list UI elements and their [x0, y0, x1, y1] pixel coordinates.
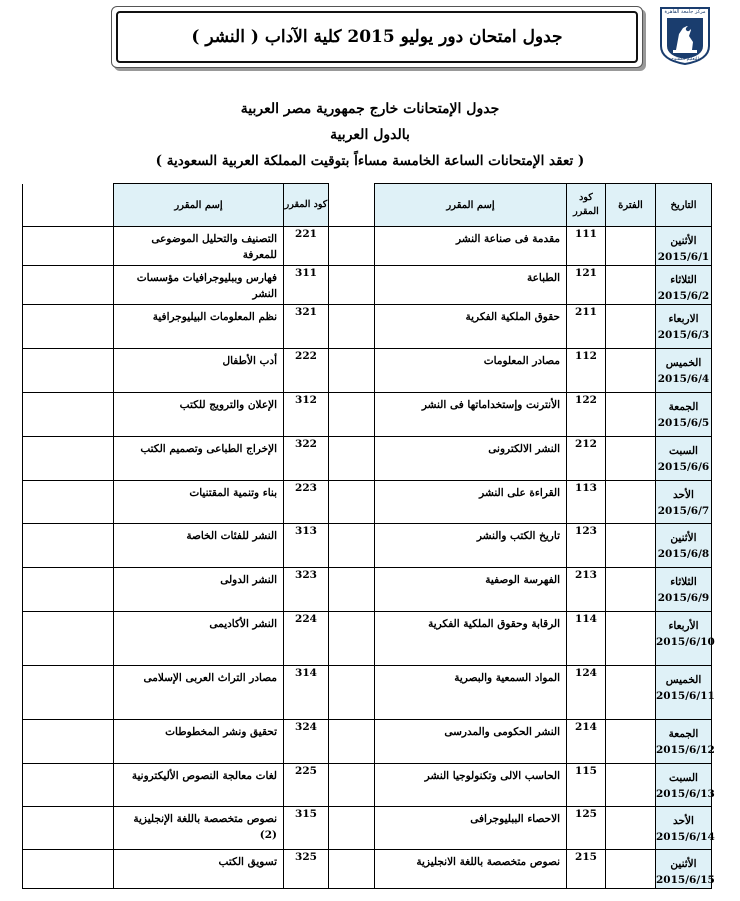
header-name-1: إسم المقرر [375, 184, 567, 227]
course-name-cell: الأنترنت وإستخداماتها فى النشر [375, 393, 567, 437]
course-code-cell: 321 [284, 305, 329, 349]
course-code-cell: 123 [567, 524, 606, 568]
date-cell [656, 227, 712, 266]
course-name-cell: تسويق الكتب [114, 850, 284, 889]
header-date: التاريخ [656, 184, 712, 227]
date-label: 2015/6/5 [657, 417, 710, 429]
date-cell [656, 666, 715, 720]
date-cell [656, 720, 715, 764]
table-row [23, 807, 712, 850]
course-name-cell: الاحصاء الببليوجرافى [375, 807, 567, 850]
course-code-cell: 113 [567, 481, 606, 524]
date-label: 2015/6/12 [656, 744, 715, 756]
separator-cell [329, 764, 375, 807]
day-label: الأحد [673, 815, 694, 827]
period-cell [606, 227, 656, 266]
course-code-cell: 215 [567, 850, 606, 889]
course-code-cell: 323 [284, 568, 329, 612]
table-header-row [23, 184, 712, 227]
day-label: الخميس [665, 357, 702, 369]
blank-cell [23, 349, 114, 393]
course-name-cell: الطباعة [375, 266, 567, 305]
course-code-cell: 125 [567, 807, 606, 850]
blank-cell [23, 850, 114, 889]
table-row [23, 568, 712, 612]
blank-cell [23, 720, 114, 764]
period-cell [606, 807, 656, 850]
date-label: 2015/6/11 [656, 690, 715, 702]
logo-bottom-text: للتعليم المفتوح [671, 57, 699, 62]
heading-line-2: بالدول العربية [330, 127, 410, 143]
blank-cell [23, 481, 114, 524]
date-cell [656, 305, 712, 349]
blank-cell [23, 266, 114, 305]
period-cell [606, 568, 656, 612]
blank-cell [23, 227, 114, 266]
table-row [23, 720, 712, 764]
date-label: 2015/6/6 [657, 461, 710, 473]
course-name-cell: النشر الحكومى والمدرسى [375, 720, 567, 764]
header-blank [23, 184, 114, 227]
heading-line-1: جدول الإمتحانات خارج جمهورية مصر العربية [240, 101, 500, 117]
day-label: السبت [669, 772, 698, 784]
blank-cell [23, 437, 114, 481]
blank-cell [23, 612, 114, 666]
day-label: الأثنين [670, 235, 697, 247]
period-cell [606, 266, 656, 305]
table-row [23, 227, 712, 266]
date-cell [656, 764, 715, 807]
course-code-cell: 311 [284, 266, 329, 305]
day-label: الثلاثاء [670, 274, 697, 286]
blank-cell [23, 393, 114, 437]
separator-cell [329, 393, 375, 437]
date-label: 2015/6/7 [657, 505, 710, 517]
course-code-cell: 224 [284, 612, 329, 666]
document-headings [0, 96, 740, 174]
separator-cell [329, 850, 375, 889]
course-code-cell: 324 [284, 720, 329, 764]
course-code-cell: 325 [284, 850, 329, 889]
course-name-cell: حقوق الملكية الفكرية [375, 305, 567, 349]
table-row [23, 305, 712, 349]
day-label: الأثنين [670, 858, 697, 870]
date-label: 2015/6/15 [656, 874, 715, 886]
exam-schedule-table [22, 183, 715, 889]
course-name-cell: القراءة على النشر [375, 481, 567, 524]
day-label: الثلاثاء [670, 576, 697, 588]
header-code-1: كود المقرر [567, 184, 606, 227]
table-row [23, 349, 712, 393]
period-cell [606, 666, 656, 720]
header-code-2: كود المقرر [284, 184, 329, 227]
separator-cell [329, 227, 375, 266]
course-code-cell: 112 [567, 349, 606, 393]
date-cell [656, 568, 712, 612]
course-code-cell: 214 [567, 720, 606, 764]
separator-cell [329, 524, 375, 568]
separator-cell [329, 720, 375, 764]
course-name-cell: النشر للفئات الخاصة [114, 524, 284, 568]
course-code-cell: 313 [284, 524, 329, 568]
day-label: الأثنين [670, 532, 697, 544]
blank-cell [23, 807, 114, 850]
course-code-cell: 315 [284, 807, 329, 850]
period-cell [606, 524, 656, 568]
separator-cell [329, 266, 375, 305]
separator-cell [329, 481, 375, 524]
header-period: الفترة [606, 184, 656, 227]
course-code-cell: 322 [284, 437, 329, 481]
day-label: الاربعاء [668, 313, 699, 325]
table-row [23, 481, 712, 524]
course-code-cell: 314 [284, 666, 329, 720]
day-label: الأربعاء [668, 620, 699, 632]
separator-cell [329, 666, 375, 720]
course-code-cell: 312 [284, 393, 329, 437]
period-cell [606, 437, 656, 481]
period-cell [606, 481, 656, 524]
day-label: الخميس [665, 674, 702, 686]
period-cell [606, 305, 656, 349]
course-name-cell: لغات معالجة النصوص الأليكترونية [114, 764, 284, 807]
separator-cell [329, 305, 375, 349]
course-name-cell: النشر الأكاديمى [114, 612, 284, 666]
separator-cell [329, 807, 375, 850]
logo-top-text: مركز جامعة القاهرة [664, 9, 706, 15]
table-body [23, 227, 715, 889]
date-label: 2015/6/13 [656, 788, 715, 800]
course-code-cell: 122 [567, 393, 606, 437]
course-code-cell: 211 [567, 305, 606, 349]
course-name-cell: أدب الأطفال [114, 349, 284, 393]
date-label: 2015/6/10 [656, 636, 715, 648]
table-row [23, 437, 712, 481]
period-cell [606, 764, 656, 807]
blank-cell [23, 764, 114, 807]
course-name-cell: نصوص متخصصة باللغة الإنجليزية (2) [114, 807, 284, 850]
header-name-2: إسم المقرر [114, 184, 284, 227]
date-cell [656, 612, 715, 666]
course-code-cell: 222 [284, 349, 329, 393]
date-label: 2015/6/4 [657, 373, 710, 385]
table-row [23, 612, 712, 666]
separator-cell [329, 437, 375, 481]
page-banner [111, 6, 643, 68]
day-label: الأحد [673, 489, 694, 501]
course-name-cell: مصادر التراث العربى الإسلامى [114, 666, 284, 720]
course-name-cell: الإعلان والترويج للكتب [114, 393, 284, 437]
course-name-cell: الحاسب الالى وتكنولوجيا النشر [375, 764, 567, 807]
course-code-cell: 115 [567, 764, 606, 807]
table-row [23, 850, 712, 889]
table-row [23, 393, 712, 437]
course-name-cell: الفهرسة الوصفية [375, 568, 567, 612]
course-code-cell: 212 [567, 437, 606, 481]
date-label: 2015/6/3 [657, 329, 710, 341]
day-label: الجمعة [668, 401, 699, 413]
course-name-cell: نظم المعلومات البيليوجرافية [114, 305, 284, 349]
course-name-cell: تحقيق ونشر المخطوطات [114, 720, 284, 764]
date-label: 2015/6/8 [657, 548, 710, 560]
separator-cell [329, 349, 375, 393]
table-row [23, 266, 712, 305]
university-crest-logo [659, 6, 711, 66]
course-code-cell: 111 [567, 227, 606, 266]
course-name-cell: التصنيف والتحليل الموضوعى للمعرفة [114, 227, 284, 266]
course-code-cell: 114 [567, 612, 606, 666]
table-row [23, 666, 712, 720]
course-name-cell: الإخراج الطباعى وتصميم الكتب [114, 437, 284, 481]
date-label: 2015/6/2 [657, 290, 710, 302]
header-separator [329, 184, 375, 227]
day-label: السبت [669, 445, 698, 457]
day-label: الجمعة [668, 728, 699, 740]
blank-cell [23, 568, 114, 612]
course-code-cell: 121 [567, 266, 606, 305]
date-label: 2015/6/14 [656, 831, 715, 843]
course-code-cell: 225 [284, 764, 329, 807]
period-cell [606, 349, 656, 393]
blank-cell [23, 666, 114, 720]
blank-cell [23, 305, 114, 349]
date-cell [656, 437, 712, 481]
heading-line-3: ( تعقد الإمتحانات الساعة الخامسة مساءاً بتوقيت المملكة العربية السعودية ) [155, 153, 585, 169]
course-name-cell: تاريخ الكتب والنشر [375, 524, 567, 568]
course-name-cell: بناء وتنمية المقتنيات [114, 481, 284, 524]
banner-frame [116, 11, 638, 63]
date-cell [656, 524, 712, 568]
course-name-cell: المواد السمعية والبصرية [375, 666, 567, 720]
course-name-cell: مصادر المعلومات [375, 349, 567, 393]
course-code-cell: 221 [284, 227, 329, 266]
course-name-cell: النشر الدولى [114, 568, 284, 612]
date-cell [656, 850, 715, 889]
separator-cell [329, 568, 375, 612]
date-cell [656, 266, 712, 305]
period-cell [606, 720, 656, 764]
separator-cell [329, 612, 375, 666]
blank-cell [23, 524, 114, 568]
course-code-cell: 124 [567, 666, 606, 720]
date-cell [656, 393, 712, 437]
period-cell [606, 850, 656, 889]
date-label: 2015/6/9 [657, 592, 710, 604]
course-name-cell: مقدمة فى صناعة النشر [375, 227, 567, 266]
course-name-cell: الرقابة وحقوق الملكية الفكرية [375, 612, 567, 666]
course-code-cell: 213 [567, 568, 606, 612]
date-cell [656, 349, 712, 393]
table-row [23, 764, 712, 807]
period-cell [606, 393, 656, 437]
date-cell [656, 807, 715, 850]
date-cell [656, 481, 712, 524]
banner-title: جدول امتحان دور يوليو 2015 كلية الآداب ( النشر ) [191, 27, 563, 47]
period-cell [606, 612, 656, 666]
course-name-cell: نصوص متخصصة باللغة الانجليزية [375, 850, 567, 889]
table-row [23, 524, 712, 568]
course-name-cell: فهارس وببليوجرافيات مؤسسات النشر [114, 266, 284, 305]
date-label: 2015/6/1 [657, 251, 710, 263]
course-name-cell: النشر الالكترونى [375, 437, 567, 481]
course-code-cell: 223 [284, 481, 329, 524]
